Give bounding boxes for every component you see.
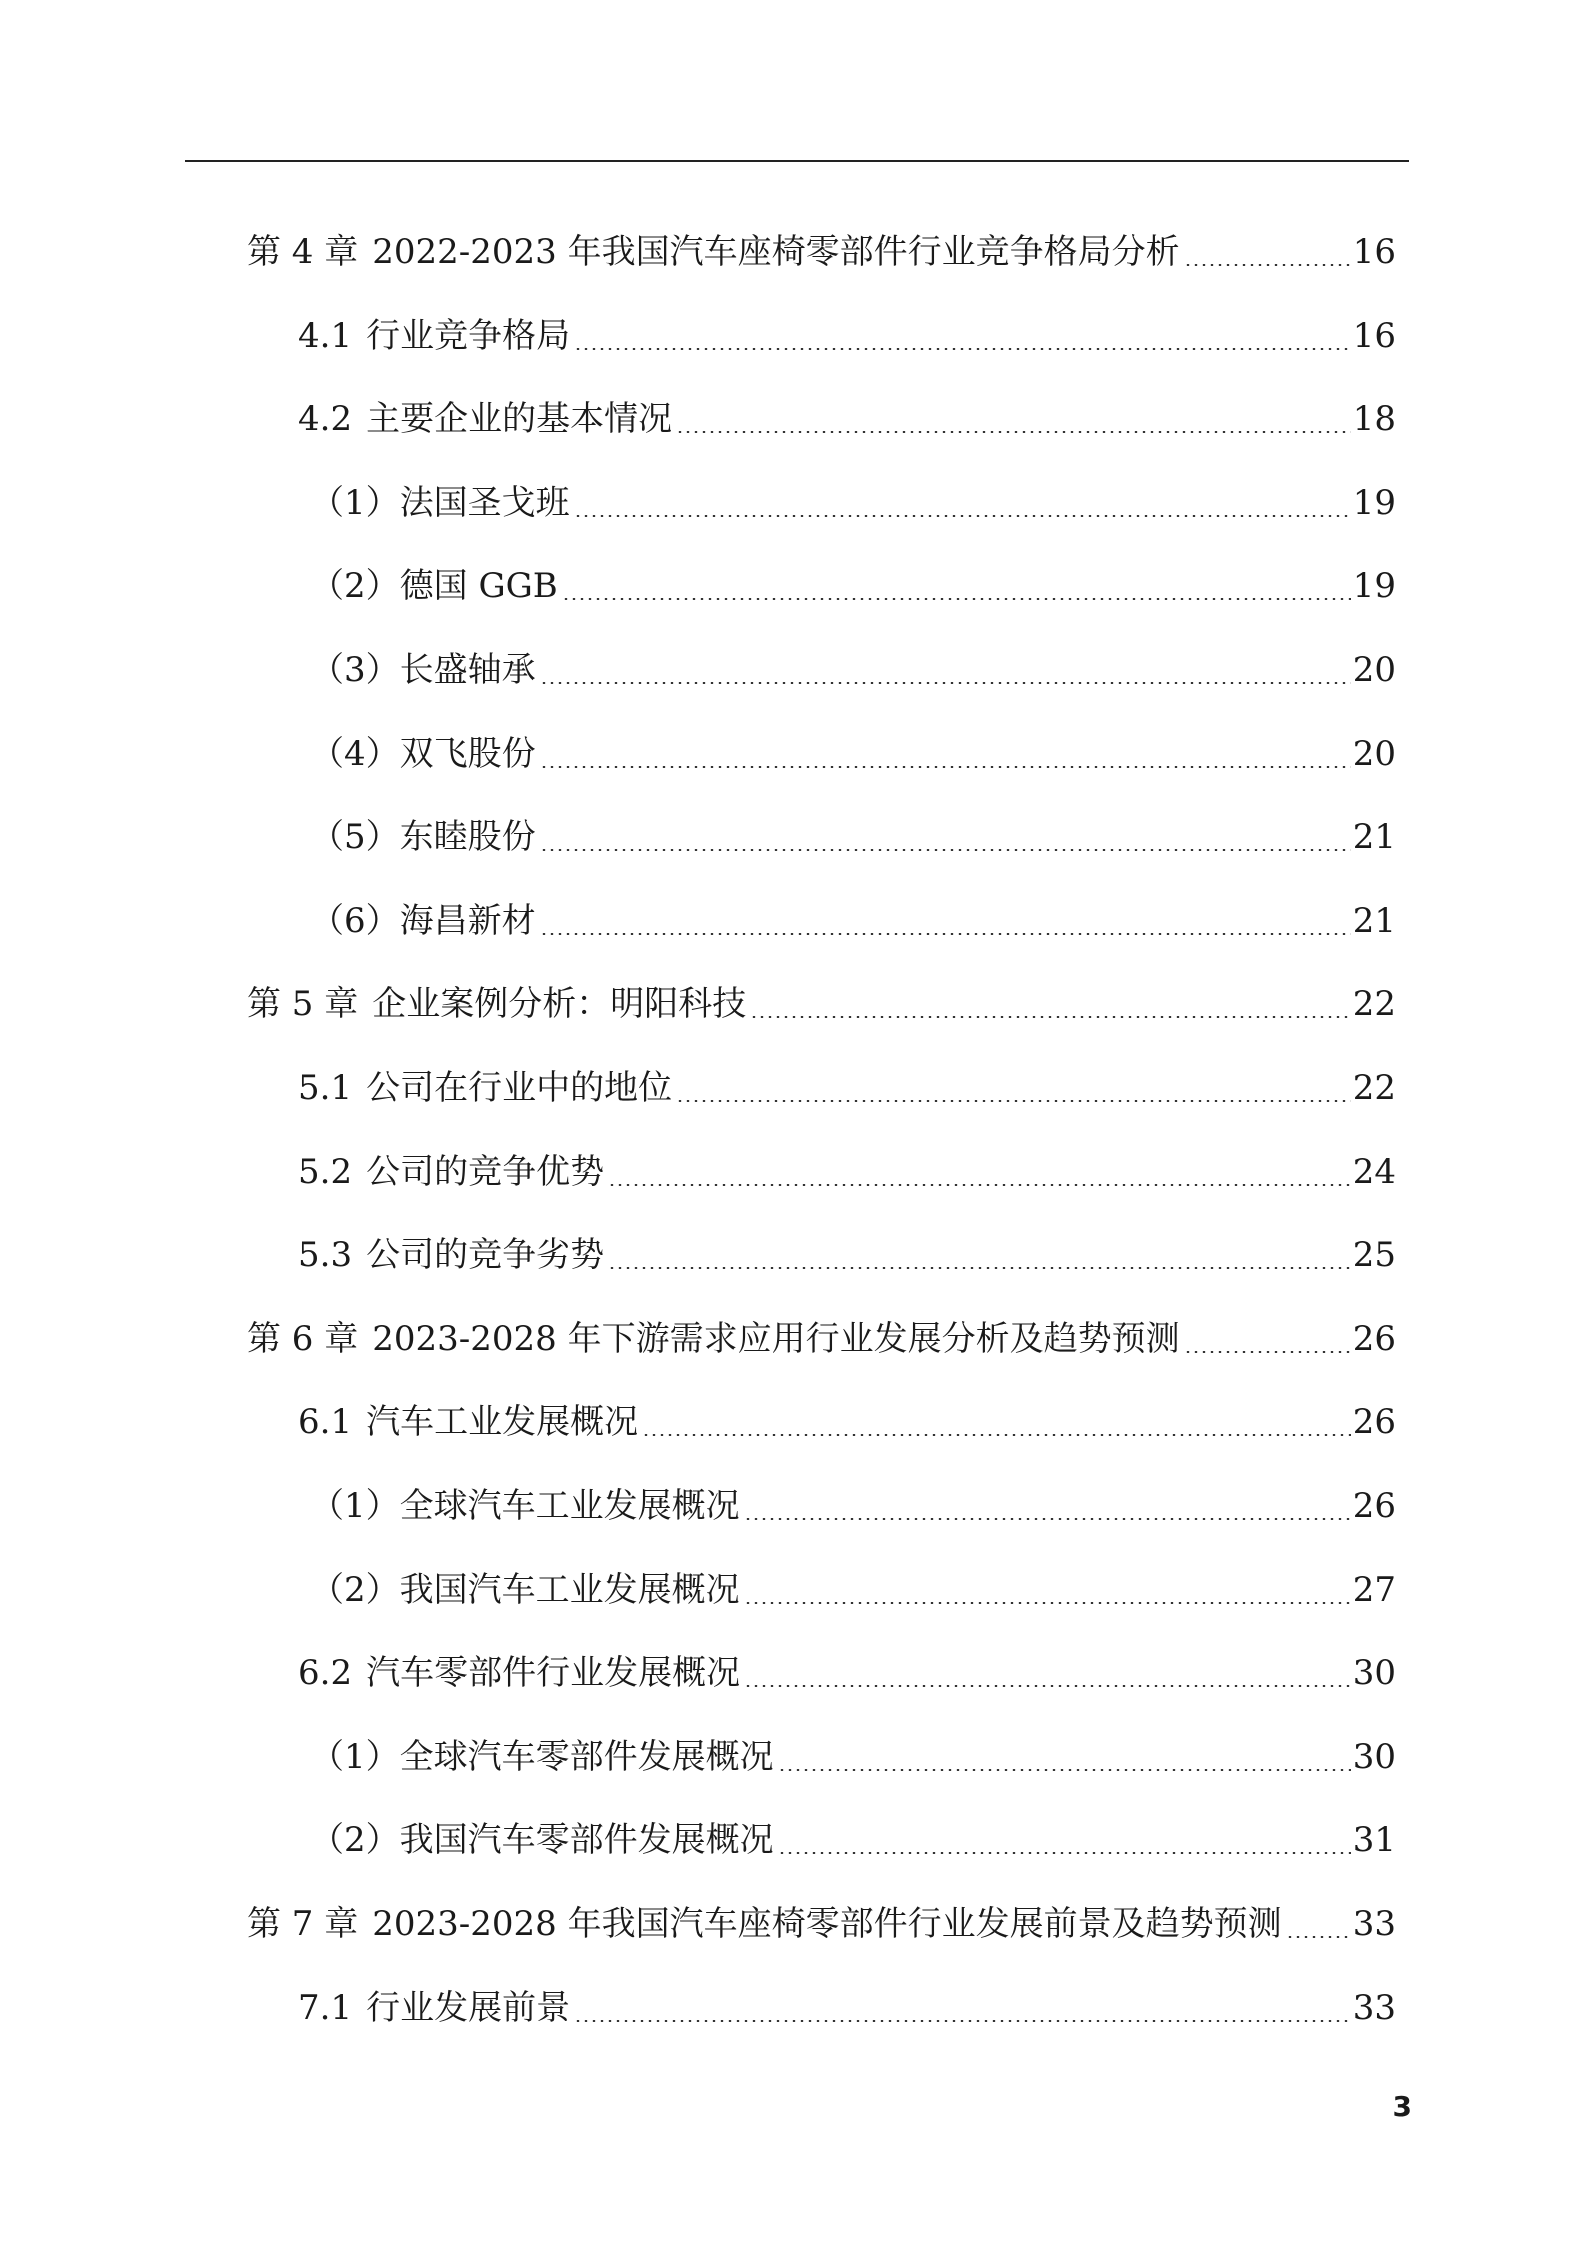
toc-dot-leader — [608, 1184, 1351, 1186]
toc-entry[interactable] — [298, 1142, 1396, 1202]
toc-entry-page: 33 — [1352, 1904, 1396, 1944]
toc-entry-title: 海昌新材 — [399, 900, 536, 941]
toc-entry-number: 4.1 — [298, 315, 353, 356]
toc-dot-leader — [744, 1602, 1351, 1604]
toc-dot-leader — [574, 348, 1351, 350]
toc-entry-page: 27 — [1352, 1569, 1396, 1610]
toc-entry[interactable] — [310, 1727, 1396, 1787]
toc-dot-leader — [750, 1016, 1350, 1018]
toc-entry-page: 20 — [1352, 650, 1396, 690]
toc-entry-number: 7.1 — [298, 1987, 353, 2028]
toc-entry-title: 长盛轴承 — [399, 650, 536, 690]
toc-entry-number: （2） — [310, 1820, 400, 1861]
toc-entry-page: 16 — [1352, 315, 1396, 356]
toc-dot-leader — [778, 1769, 1351, 1771]
toc-entry-title: 公司的竞争优势 — [366, 1151, 605, 1192]
toc-dot-leader — [574, 515, 1351, 517]
toc-entry-number: （2） — [310, 1569, 400, 1610]
toc-entry-number: 5.1 — [298, 1068, 353, 1108]
toc-entry-title: 东睦股份 — [399, 817, 536, 858]
toc-entry-page: 21 — [1352, 817, 1396, 858]
toc-entry-number: 6.1 — [298, 1402, 353, 1443]
toc-dot-leader — [1184, 1351, 1351, 1353]
toc-dot-leader — [642, 1434, 1351, 1436]
toc-entry-title: 2023-2028 年我国汽车座椅零部件行业发展前景及趋势预测 — [372, 1904, 1282, 1944]
toc-dot-leader — [574, 2020, 1351, 2022]
toc-entry[interactable] — [310, 724, 1396, 784]
toc-entry-title: 我国汽车零部件发展概况 — [399, 1820, 774, 1861]
toc-entry[interactable] — [298, 1225, 1396, 1285]
toc-entry-page: 22 — [1352, 1068, 1396, 1108]
toc-entry-title: 全球汽车工业发展概况 — [399, 1486, 740, 1526]
toc-entry-title: 德国 GGB — [399, 566, 558, 607]
toc-dot-leader — [778, 1852, 1351, 1854]
toc-entry-page: 21 — [1352, 900, 1396, 941]
toc-entry-number: （4） — [310, 733, 400, 774]
toc-entry-page: 30 — [1352, 1653, 1396, 1694]
toc-dot-leader — [1184, 264, 1351, 266]
toc-entry-page: 16 — [1352, 232, 1396, 272]
toc-dot-leader — [744, 1518, 1351, 1520]
toc-entry-number: 6.2 — [298, 1653, 353, 1694]
toc-entry[interactable] — [310, 640, 1396, 700]
toc-dot-leader — [540, 682, 1351, 684]
toc-entry[interactable] — [310, 807, 1396, 867]
toc-entry-page: 18 — [1352, 399, 1396, 440]
toc-entry[interactable] — [298, 1978, 1396, 2038]
toc-entry-title: 2022-2023 年我国汽车座椅零部件行业竞争格局分析 — [372, 232, 1180, 272]
toc-dot-leader — [676, 1100, 1351, 1102]
toc-entry-title: 主要企业的基本情况 — [366, 399, 673, 440]
toc-entry[interactable] — [310, 473, 1396, 533]
toc-entry[interactable] — [310, 556, 1396, 616]
toc-entry-title: 2023-2028 年下游需求应用行业发展分析及趋势预测 — [372, 1318, 1180, 1359]
toc-entry[interactable] — [298, 306, 1396, 366]
toc-entry-number: （1） — [310, 1736, 400, 1777]
toc-entry[interactable] — [310, 1810, 1396, 1870]
toc-entry-page: 19 — [1352, 566, 1396, 607]
header-rule — [185, 160, 1409, 162]
toc-entry[interactable] — [298, 1643, 1396, 1703]
toc-entry-page: 25 — [1352, 1235, 1396, 1276]
toc-entry[interactable] — [298, 1392, 1396, 1452]
toc-entry-number: （6） — [310, 900, 400, 941]
toc-entry-number: 第 5 章 — [247, 984, 359, 1025]
toc-entry[interactable] — [247, 974, 1396, 1034]
toc-entry-page: 26 — [1352, 1402, 1396, 1443]
toc-entry-page: 26 — [1352, 1486, 1396, 1526]
toc-dot-leader — [540, 933, 1351, 935]
toc-entry-title: 公司的竞争劣势 — [366, 1235, 605, 1276]
toc-entry-number: （3） — [310, 650, 400, 690]
toc-entry-title: 全球汽车零部件发展概况 — [399, 1736, 774, 1777]
toc-entry[interactable] — [247, 222, 1396, 282]
page-number: 3 — [1392, 2090, 1412, 2123]
toc-entry-page: 22 — [1352, 984, 1396, 1025]
toc-entry[interactable] — [298, 1058, 1396, 1118]
toc-entry-number: 第 4 章 — [247, 232, 359, 272]
toc-entry-title: 汽车工业发展概况 — [366, 1402, 639, 1443]
toc-entry-title: 法国圣戈班 — [399, 482, 570, 523]
toc-dot-leader — [676, 431, 1351, 433]
toc-entry-title: 企业案例分析：明阳科技 — [372, 984, 747, 1025]
toc-entry[interactable] — [247, 1894, 1396, 1954]
toc-entry-number: 5.2 — [298, 1151, 353, 1192]
toc-dot-leader — [1286, 1936, 1351, 1938]
toc-entry-page: 31 — [1352, 1820, 1396, 1861]
toc-entry[interactable] — [298, 389, 1396, 449]
toc-entry-number: 4.2 — [298, 399, 353, 440]
toc-entry-page: 24 — [1352, 1151, 1396, 1192]
toc-entry-number: 第 6 章 — [247, 1318, 359, 1359]
toc-dot-leader — [744, 1685, 1351, 1687]
toc-entry[interactable] — [247, 1309, 1396, 1369]
toc-entry-title: 公司在行业中的地位 — [366, 1068, 673, 1108]
toc-entry-page: 20 — [1352, 733, 1396, 774]
toc-dot-leader — [540, 849, 1351, 851]
toc-entry-number: 第 7 章 — [247, 1904, 359, 1944]
toc-entry[interactable] — [310, 891, 1396, 951]
toc-entry-number: （5） — [310, 817, 400, 858]
toc-entry-title: 我国汽车工业发展概况 — [399, 1569, 740, 1610]
toc-entry-page: 33 — [1352, 1987, 1396, 2028]
toc-entry-title: 行业竞争格局 — [366, 315, 571, 356]
toc-entry-number: （1） — [310, 482, 400, 523]
toc-entry[interactable] — [310, 1560, 1396, 1620]
toc-entry[interactable] — [310, 1476, 1396, 1536]
toc-entry-page: 26 — [1352, 1318, 1396, 1359]
toc-dot-leader — [540, 766, 1351, 768]
toc-entry-number: 5.3 — [298, 1235, 353, 1276]
toc-dot-leader — [608, 1267, 1351, 1269]
toc-entry-page: 30 — [1352, 1736, 1396, 1777]
toc-entry-title: 汽车零部件行业发展概况 — [366, 1653, 741, 1694]
toc-entry-number: （1） — [310, 1486, 400, 1526]
toc-dot-leader — [562, 598, 1351, 600]
toc-entry-number: （2） — [310, 566, 400, 607]
toc-entry-title: 双飞股份 — [399, 733, 536, 774]
toc-entry-page: 19 — [1352, 482, 1396, 523]
toc-entry-title: 行业发展前景 — [366, 1987, 571, 2028]
